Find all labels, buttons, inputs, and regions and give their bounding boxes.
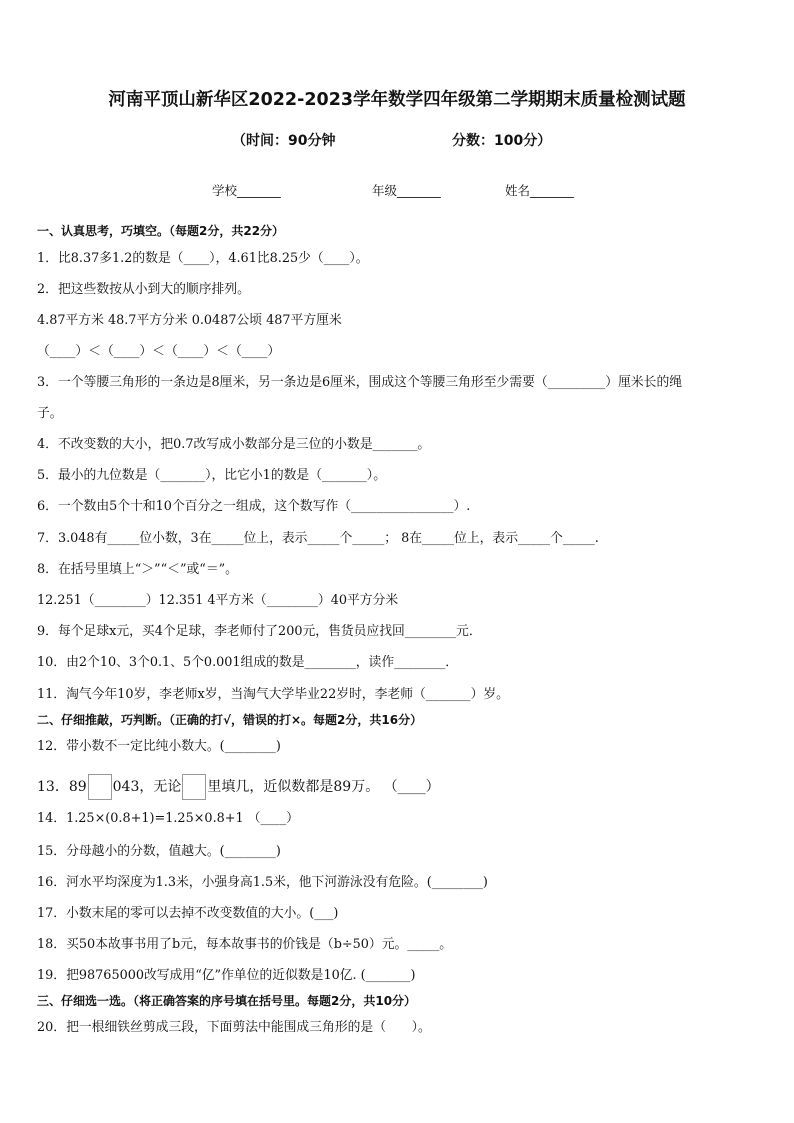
question-13-suffix: 里填几，近似数都是89万。 （____）	[207, 779, 440, 795]
school-field: 学校_______	[212, 183, 281, 198]
section-heading-2: 二、仔细推敲，巧判断。（正确的打√，错误的打×。每题2分，共16分）	[37, 713, 423, 727]
blank-box	[88, 774, 112, 800]
question-2-answers: （____）＜（____）＜（____）＜（____）	[37, 344, 281, 359]
question-4: 4．不改变数的大小，把0.7改写成小数部分是三位的小数是_______。	[37, 437, 431, 452]
exam-time: （时间：90分钟	[232, 133, 336, 149]
question-9: 9．每个足球x元，买4个足球，李老师付了200元，售货员应找回________元．	[37, 624, 482, 639]
question-16: 16．河水平均深度为1.3米，小强身高1.5米，他下河游泳没有危险。(________)	[37, 875, 488, 890]
question-7: 7．3.048有_____位小数，3在_____位上，表示_____个_____； 8在_____位上，表示_____个_____.	[37, 531, 599, 546]
question-18: 18．买50本故事书用了b元，每本故事书的价钱是（b÷50）元。_____。	[37, 937, 453, 952]
question-10: 10．由2个10、3个0.1、5个0.001组成的数是________，读作________．	[37, 655, 459, 670]
question-13	[37, 774, 440, 800]
question-20: 20．把一根细铁丝剪成三段，下面剪法中能围成三角形的是（ ）。	[37, 1020, 431, 1035]
question-3-cont: 子。	[37, 406, 63, 421]
question-11: 11．淘气今年10岁，李老师x岁，当淘气大学毕业22岁时，李老师（_______）岁。	[37, 687, 509, 702]
question-14: 14．1.25×(0.8+1)=1.25×0.8+1 （____）	[37, 811, 299, 826]
blank-box	[182, 774, 206, 800]
section-heading-1: 一、认真思考，巧填空。（每题2分，共22分）	[37, 224, 285, 238]
question-19: 19．把98765000改写成用“亿”作单位的近似数是10亿. (_______)	[37, 968, 416, 983]
question-3: 3．一个等腰三角形的一条边是8厘米，另一条边是6厘米，围成这个等腰三角形至少需要（_________）厘米长的绳	[37, 375, 683, 390]
section-heading-3: 三、仔细选一选。（将正确答案的序号填在括号里。每题2分，共10分）	[37, 994, 417, 1008]
exam-score: 分数：100分）	[452, 133, 552, 149]
question-2: 2．把这些数按从小到大的顺序排列。	[37, 282, 250, 297]
question-12: 12．带小数不一定比纯小数大。(________)	[37, 739, 281, 754]
question-8-items: 12.251（________）12.351 4平方米（________）40平方分米	[37, 593, 399, 608]
question-15: 15．分母越小的分数，值越大。(________)	[37, 844, 281, 859]
question-13-middle: 043，无论	[112, 779, 182, 795]
question-6: 6．一个数由5个十和10个百分之一组成，这个数写作（________________）.	[37, 499, 471, 514]
question-8: 8．在括号里填上“＞”“＜”或“＝”。	[37, 562, 238, 577]
question-17: 17．小数末尾的零可以去掉不改变数值的大小。(___)	[37, 906, 339, 921]
question-1: 1．比8.37多1.2的数是（____），4.61比8.25少（____）。	[37, 251, 369, 266]
question-2-items: 4.87平方米 48.7平方分米 0.0487公顷 487平方厘米	[37, 313, 342, 328]
exam-title: 河南平顶山新华区2022-2023学年数学四年级第二学期期末质量检测试题	[108, 90, 686, 110]
question-13-prefix: 13．89	[37, 779, 87, 795]
name-field: 姓名_______	[505, 183, 574, 198]
question-5: 5．最小的九位数是（_______），比它小1的数是（_______）。	[37, 468, 386, 483]
grade-field: 年级_______	[372, 183, 441, 198]
